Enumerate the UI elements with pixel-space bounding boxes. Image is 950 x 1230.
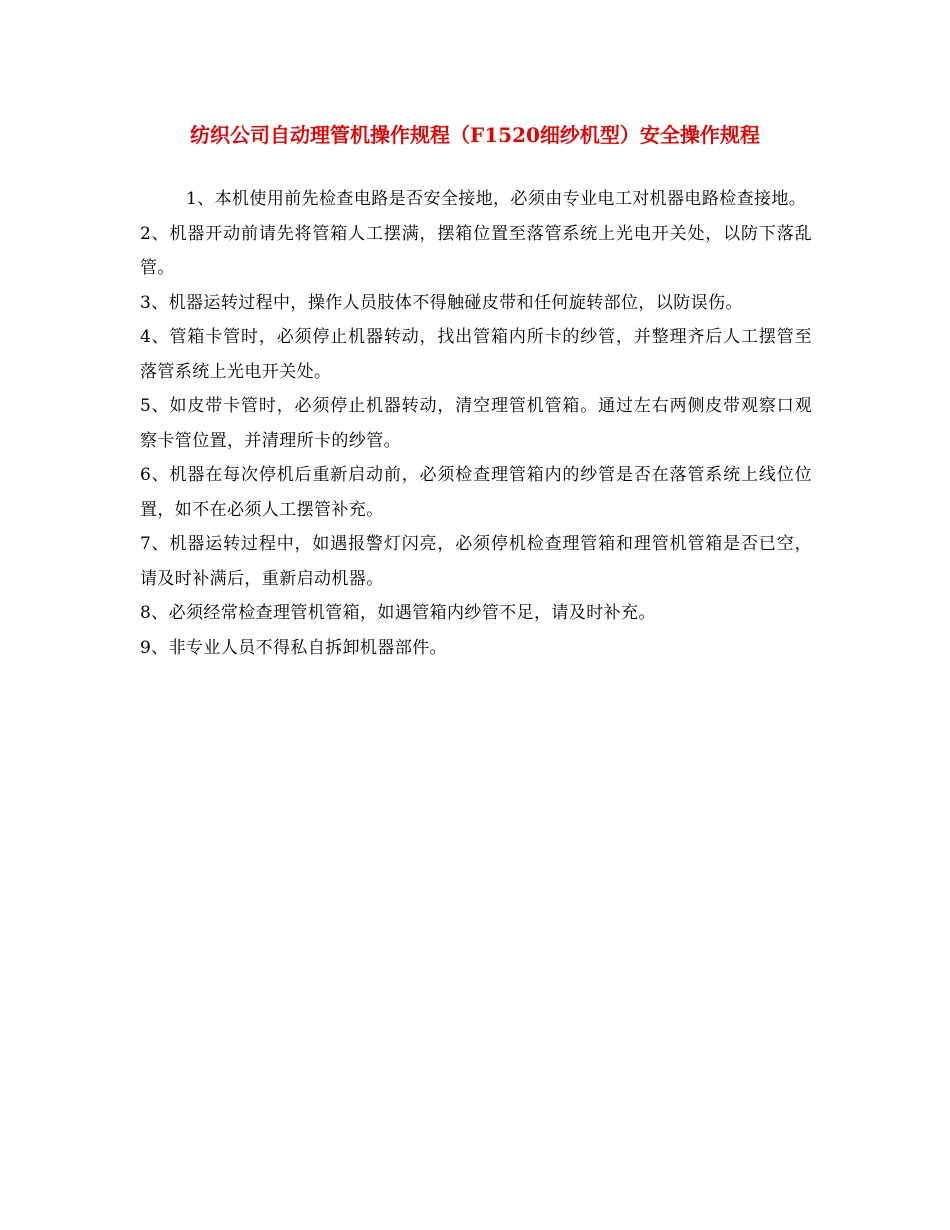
paragraph-2: 2、机器开动前请先将管箱人工摆满，摆箱位置至落管系统上光电开关处，以防下落乱管。: [140, 223, 812, 278]
paragraph-3: 3、机器运转过程中，操作人员肢体不得触碰皮带和任何旋转部位，以防误伤。: [140, 292, 743, 313]
paragraph-7: 7、机器运转过程中，如遇报警灯闪亮，必须停机检查理管箱和理管机管箱是否已空，请及时补满后，重新启动机器。: [140, 534, 812, 589]
paragraph-9: 9、非专业人员不得私自拆卸机器部件。: [140, 637, 448, 658]
paragraph-6: 6、机器在每次停机后重新启动前，必须检查理管箱内的纱管是否在落管系统上线位位置，如不在必须人工摆管补充。: [140, 465, 812, 520]
paragraph-4: 4、管箱卡管时，必须停止机器转动，找出管箱内所卡的纱管，并整理齐后人工摆管至落管系统上光电开关处。: [140, 327, 812, 382]
paragraph-8: 8、必须经常检查理管机管箱，如遇管箱内纱管不足，请及时补充。: [140, 603, 656, 623]
document-title: 纺织公司自动理管机操作规程（F1520细纱机型）安全操作规程: [190, 123, 760, 147]
document-body: [140, 182, 812, 665]
paragraph-5: 5、如皮带卡管时，必须停止机器转动，清空理管机管箱。通过左右两侧皮带观察口观察卡管位置，并清理所卡的纱管。: [140, 396, 812, 451]
paragraph-1: 1、本机使用前先检查电路是否安全接地，必须由专业电工对机器电路检查接地。: [186, 189, 807, 209]
